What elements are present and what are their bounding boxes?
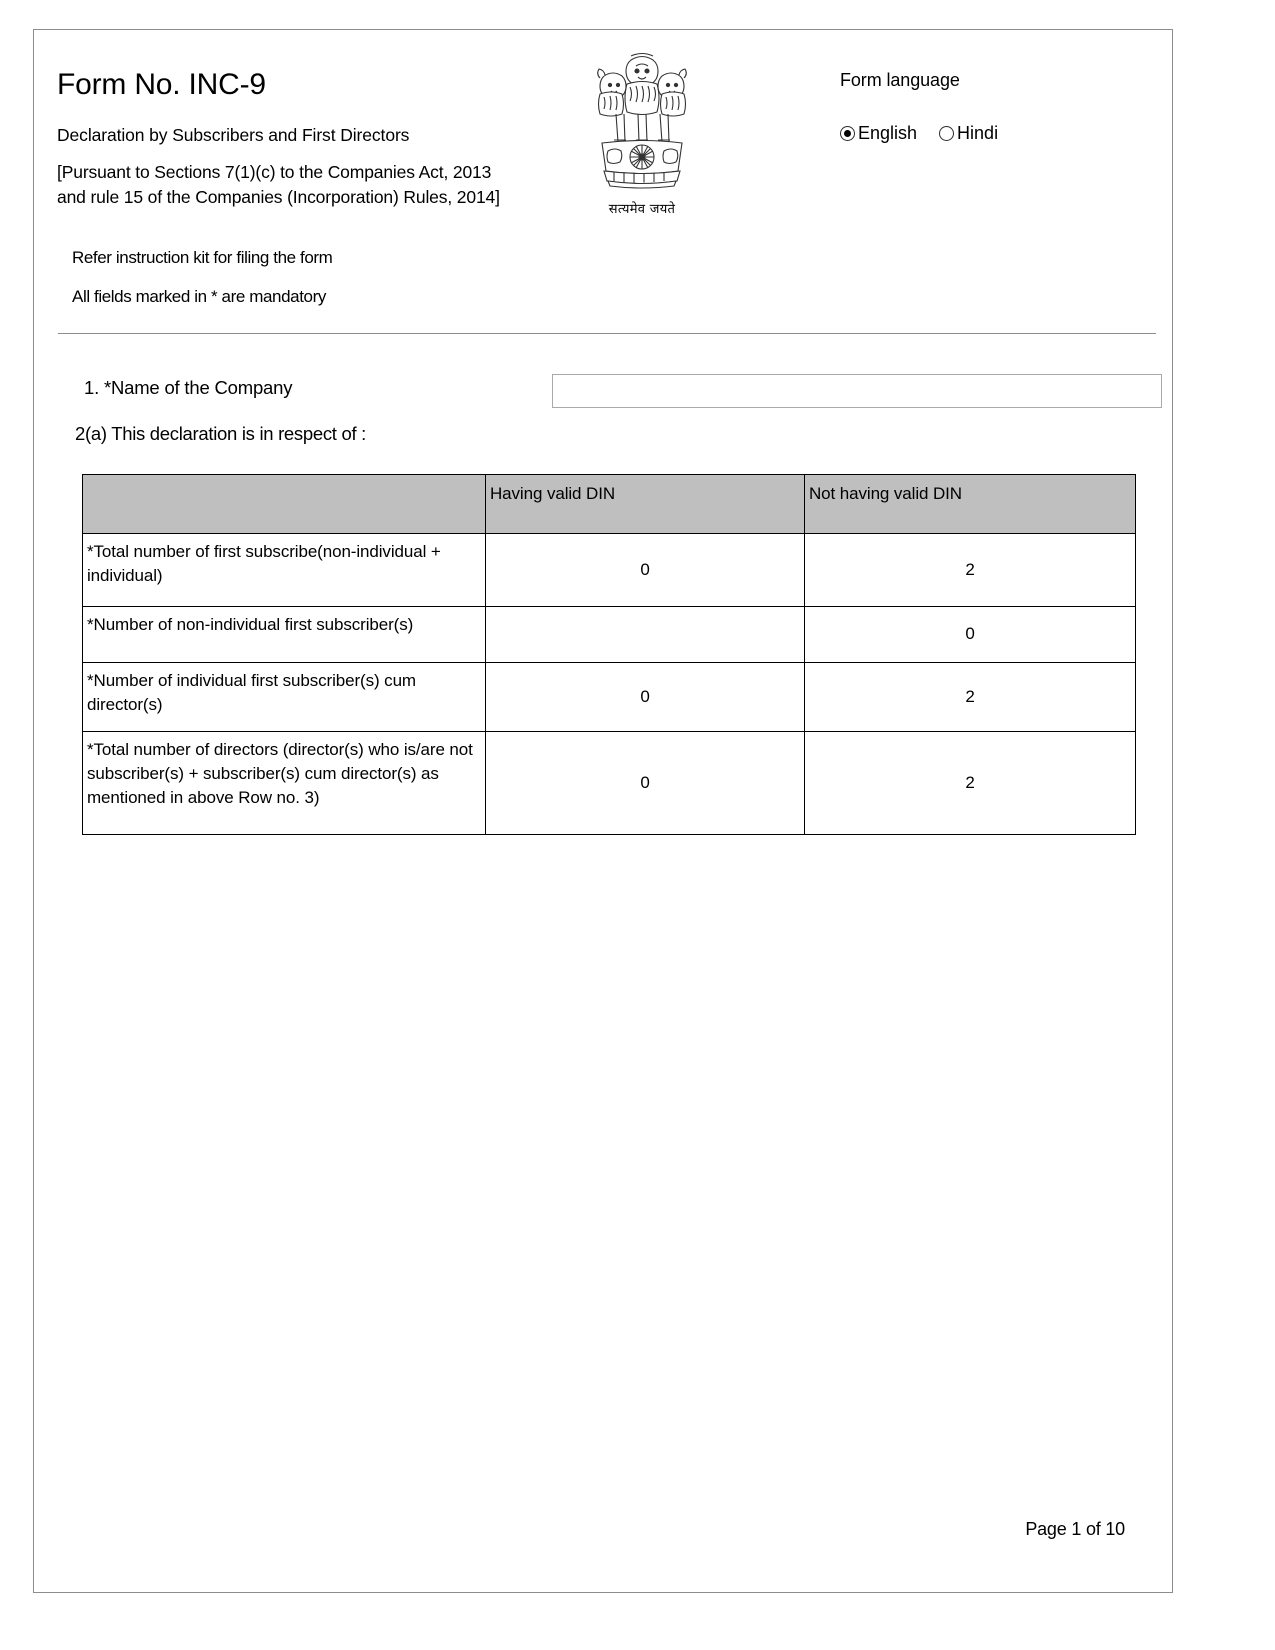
form-language-label: Form language xyxy=(840,70,960,90)
row-value-having-din[interactable]: 0 xyxy=(486,534,805,607)
row-value-not-having-din[interactable]: 2 xyxy=(805,732,1136,835)
instruction-refer-kit: Refer instruction kit for filing the form xyxy=(72,248,333,267)
language-english-label: English xyxy=(858,123,918,143)
page-title: Form No. INC-9 xyxy=(57,68,266,101)
row-label-individual-subscribers-cum-director: *Number of individual first subscriber(s) cum director(s) xyxy=(83,663,486,732)
row-value-having-din[interactable]: 0 xyxy=(486,663,805,732)
pursuant-line-1: [Pursuant to Sections 7(1)(c) to the Companies Act, 2013 xyxy=(57,162,492,182)
declaration-respect-label: 2(a) This declaration is in respect of : xyxy=(75,423,366,444)
instruction-mandatory-fields: All fields marked in * are mandatory xyxy=(72,287,326,306)
emblem-motto: सत्यमेव जयते xyxy=(608,202,676,217)
row-value-not-having-din[interactable]: 2 xyxy=(805,534,1136,607)
pursuant-line-2: and rule 15 of the Companies (Incorporation) Rules, 2014] xyxy=(57,187,500,208)
page-number: Page 1 of 10 xyxy=(1025,1519,1125,1539)
row-value-not-having-din[interactable]: 2 xyxy=(805,663,1136,732)
footer-area xyxy=(33,29,1173,1593)
row-value-having-din[interactable]: 0 xyxy=(486,732,805,835)
table-header-having-din: Having valid DIN xyxy=(486,475,805,534)
table-header-not-having-din: Not having valid DIN xyxy=(805,475,1136,534)
row-label-non-individual-subscribers: *Number of non-individual first subscriber(s) xyxy=(83,607,486,663)
row-label-total-directors: *Total number of directors (director(s) who is/are not subscriber(s) + subscriber(s) cum director(s) as mentioned in above Row no. 3) xyxy=(83,732,486,835)
row-label-total-first-subscribers: *Total number of first subscribe(non-individual + individual) xyxy=(83,534,486,607)
row-value-not-having-din[interactable]: 0 xyxy=(805,607,1136,663)
form-subtitle: Declaration by Subscribers and First Directors xyxy=(57,125,410,145)
language-hindi-label: Hindi xyxy=(957,123,999,143)
company-name-label: 1. *Name of the Company xyxy=(84,377,293,398)
